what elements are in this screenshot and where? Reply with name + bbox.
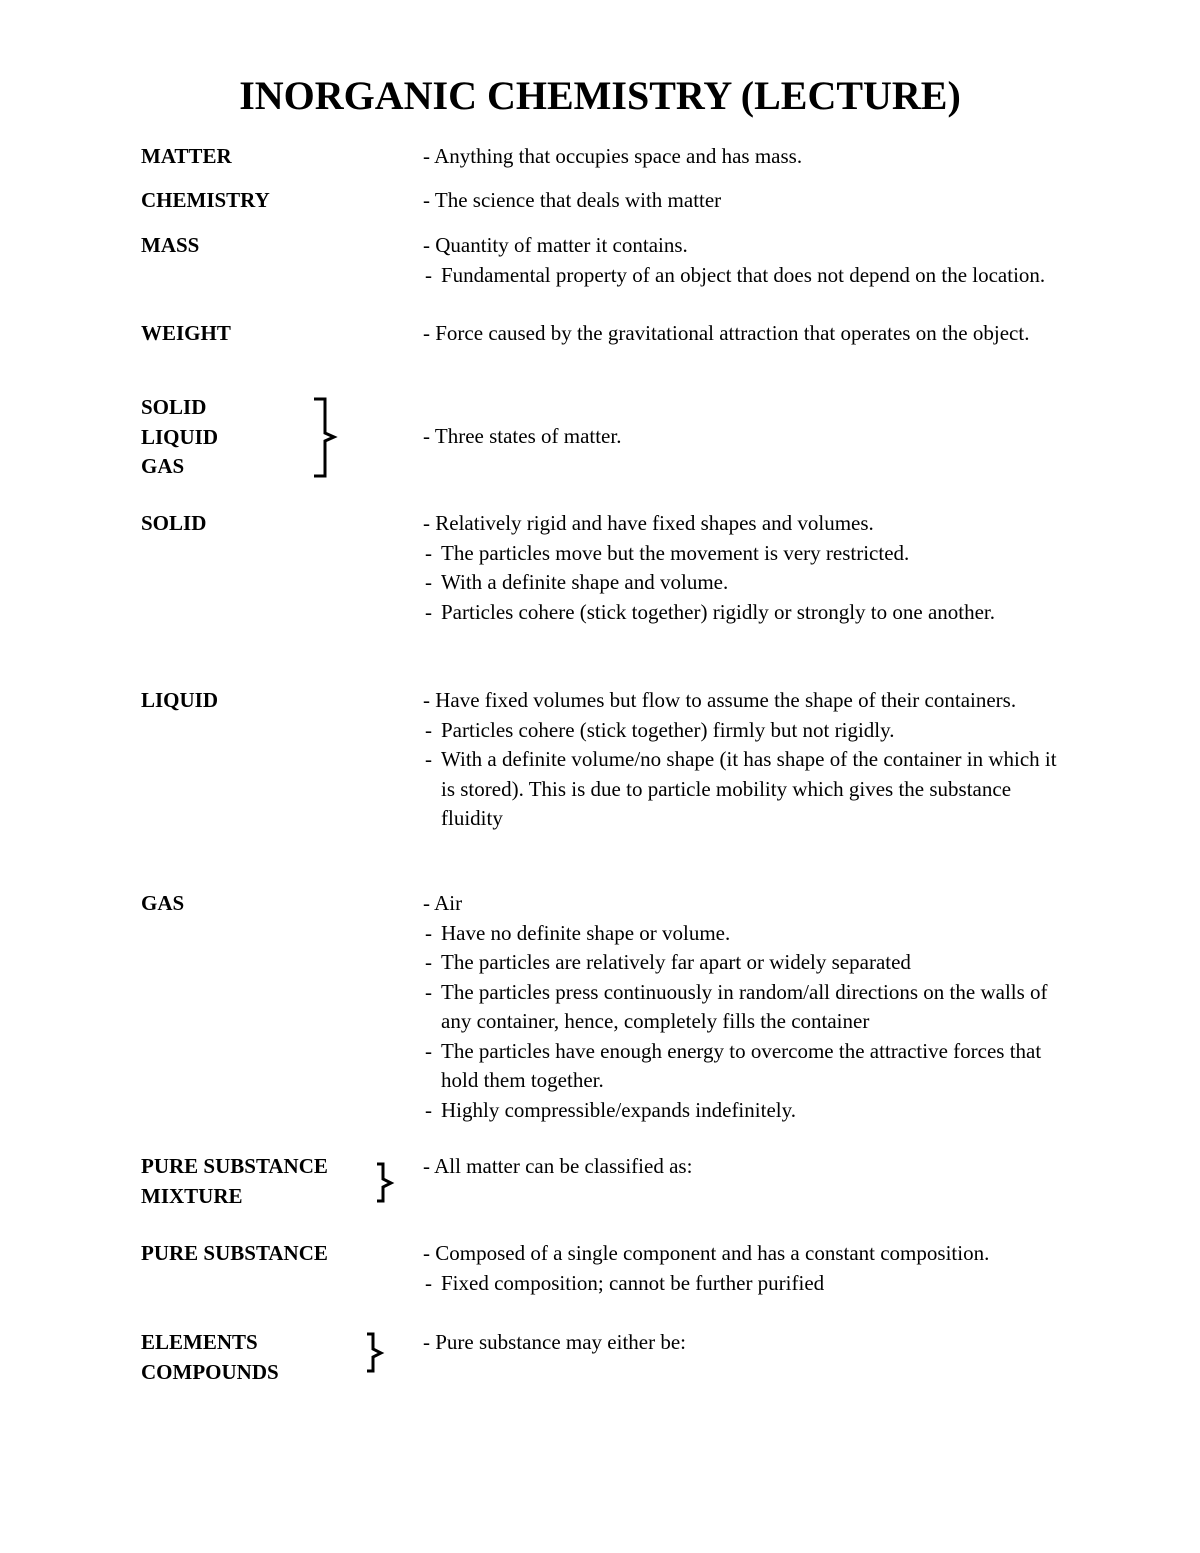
definition-matter [423,142,1123,172]
definition-line: - Highly compressible/expands indefinitely. [423,1096,1063,1126]
term-label: WEIGHT [141,321,231,345]
definition-line: - Pure substance may either be: [423,1328,1123,1358]
term-pure-substance [141,1239,328,1269]
term-label: GAS [141,891,185,915]
right-brace-icon [360,1332,386,1374]
term-label: MASS [141,233,200,257]
term-liquid [141,686,218,716]
term-label: PURE SUBSTANCE [141,1241,328,1265]
definition-chemistry [423,186,1123,216]
definition-gas [423,889,1063,1125]
definition-line: - All matter can be classified as: [423,1152,1123,1182]
term-label: SOLID [141,395,207,419]
definition-states-of-matter [423,422,1123,452]
definition-line: - Anything that occupies space and has mass. [423,142,1123,172]
definition-line: - The particles move but the movement is very restricted. [423,539,1023,569]
definition-line: - Air [423,889,1063,919]
term-gas [141,889,184,919]
definition-line: - The particles are relatively far apart or widely separated [423,948,1063,978]
term-label: ELEMENTS [141,1330,258,1354]
definition-line: - Composed of a single component and has a constant composition. [423,1239,1123,1269]
definition-line: - Have fixed volumes but flow to assume the shape of their containers. [423,686,1063,716]
term-matter [141,142,232,172]
definition-solid [423,509,1023,627]
term-classification-of-matter [141,1152,328,1211]
term-label: MIXTURE [141,1183,243,1208]
definition-line: - Fundamental property of an object that does not depend on the location. [423,261,1063,291]
definition-line: - Quantity of matter it contains. [423,231,1063,261]
term-label: LIQUID [141,688,219,712]
definition-mass [423,231,1063,290]
term-label: CHEMISTRY [141,188,270,212]
term-chemistry [141,186,270,216]
definition-line: - With a definite volume/no shape (it has shape of the container in which it is stored). This is due to particle mobility which gives the substance fluidity [423,745,1063,834]
term-weight [141,319,231,349]
definition-line: - Fixed composition; cannot be further purified [423,1269,1123,1299]
definition-types-of-pure-substance [423,1328,1123,1358]
term-label: PURE SUBSTANCE [141,1154,328,1178]
term-label: GAS [141,454,185,478]
term-mass [141,231,199,261]
right-brace-icon [308,396,338,482]
definition-line: - The science that deals with matter [423,186,1123,216]
term-label: COMPOUNDS [141,1359,279,1384]
term-states-of-matter [141,393,218,482]
page-title: INORGANIC CHEMISTRY (LECTURE) [239,73,961,118]
definition-liquid [423,686,1063,834]
term-solid [141,509,206,539]
term-types-of-pure-substance [141,1328,279,1387]
definition-line: - Have no definite shape or volume. [423,919,1063,949]
definition-pure-substance [423,1239,1123,1298]
definition-line: - Relatively rigid and have fixed shapes and volumes. [423,509,1023,539]
definition-line: - Particles cohere (stick together) firmly but not rigidly. [423,716,1063,746]
definition-classification-of-matter [423,1152,1123,1182]
definition-line: - With a definite shape and volume. [423,568,1023,598]
definition-line: - The particles press continuously in random/all directions on the walls of any container, hence, completely fills the container [423,978,1063,1037]
term-label: LIQUID [141,424,219,449]
term-label: MATTER [141,144,232,168]
term-label: SOLID [141,511,207,535]
definition-line: - Three states of matter. [423,422,1123,452]
definition-line: - The particles have enough energy to overcome the attractive forces that hold them together. [423,1037,1063,1096]
definition-line: - Particles cohere (stick together) rigidly or strongly to one another. [423,598,1023,628]
definition-weight [423,319,1063,349]
right-brace-icon [370,1162,396,1204]
definition-line: - Force caused by the gravitational attraction that operates on the object. [423,319,1063,349]
